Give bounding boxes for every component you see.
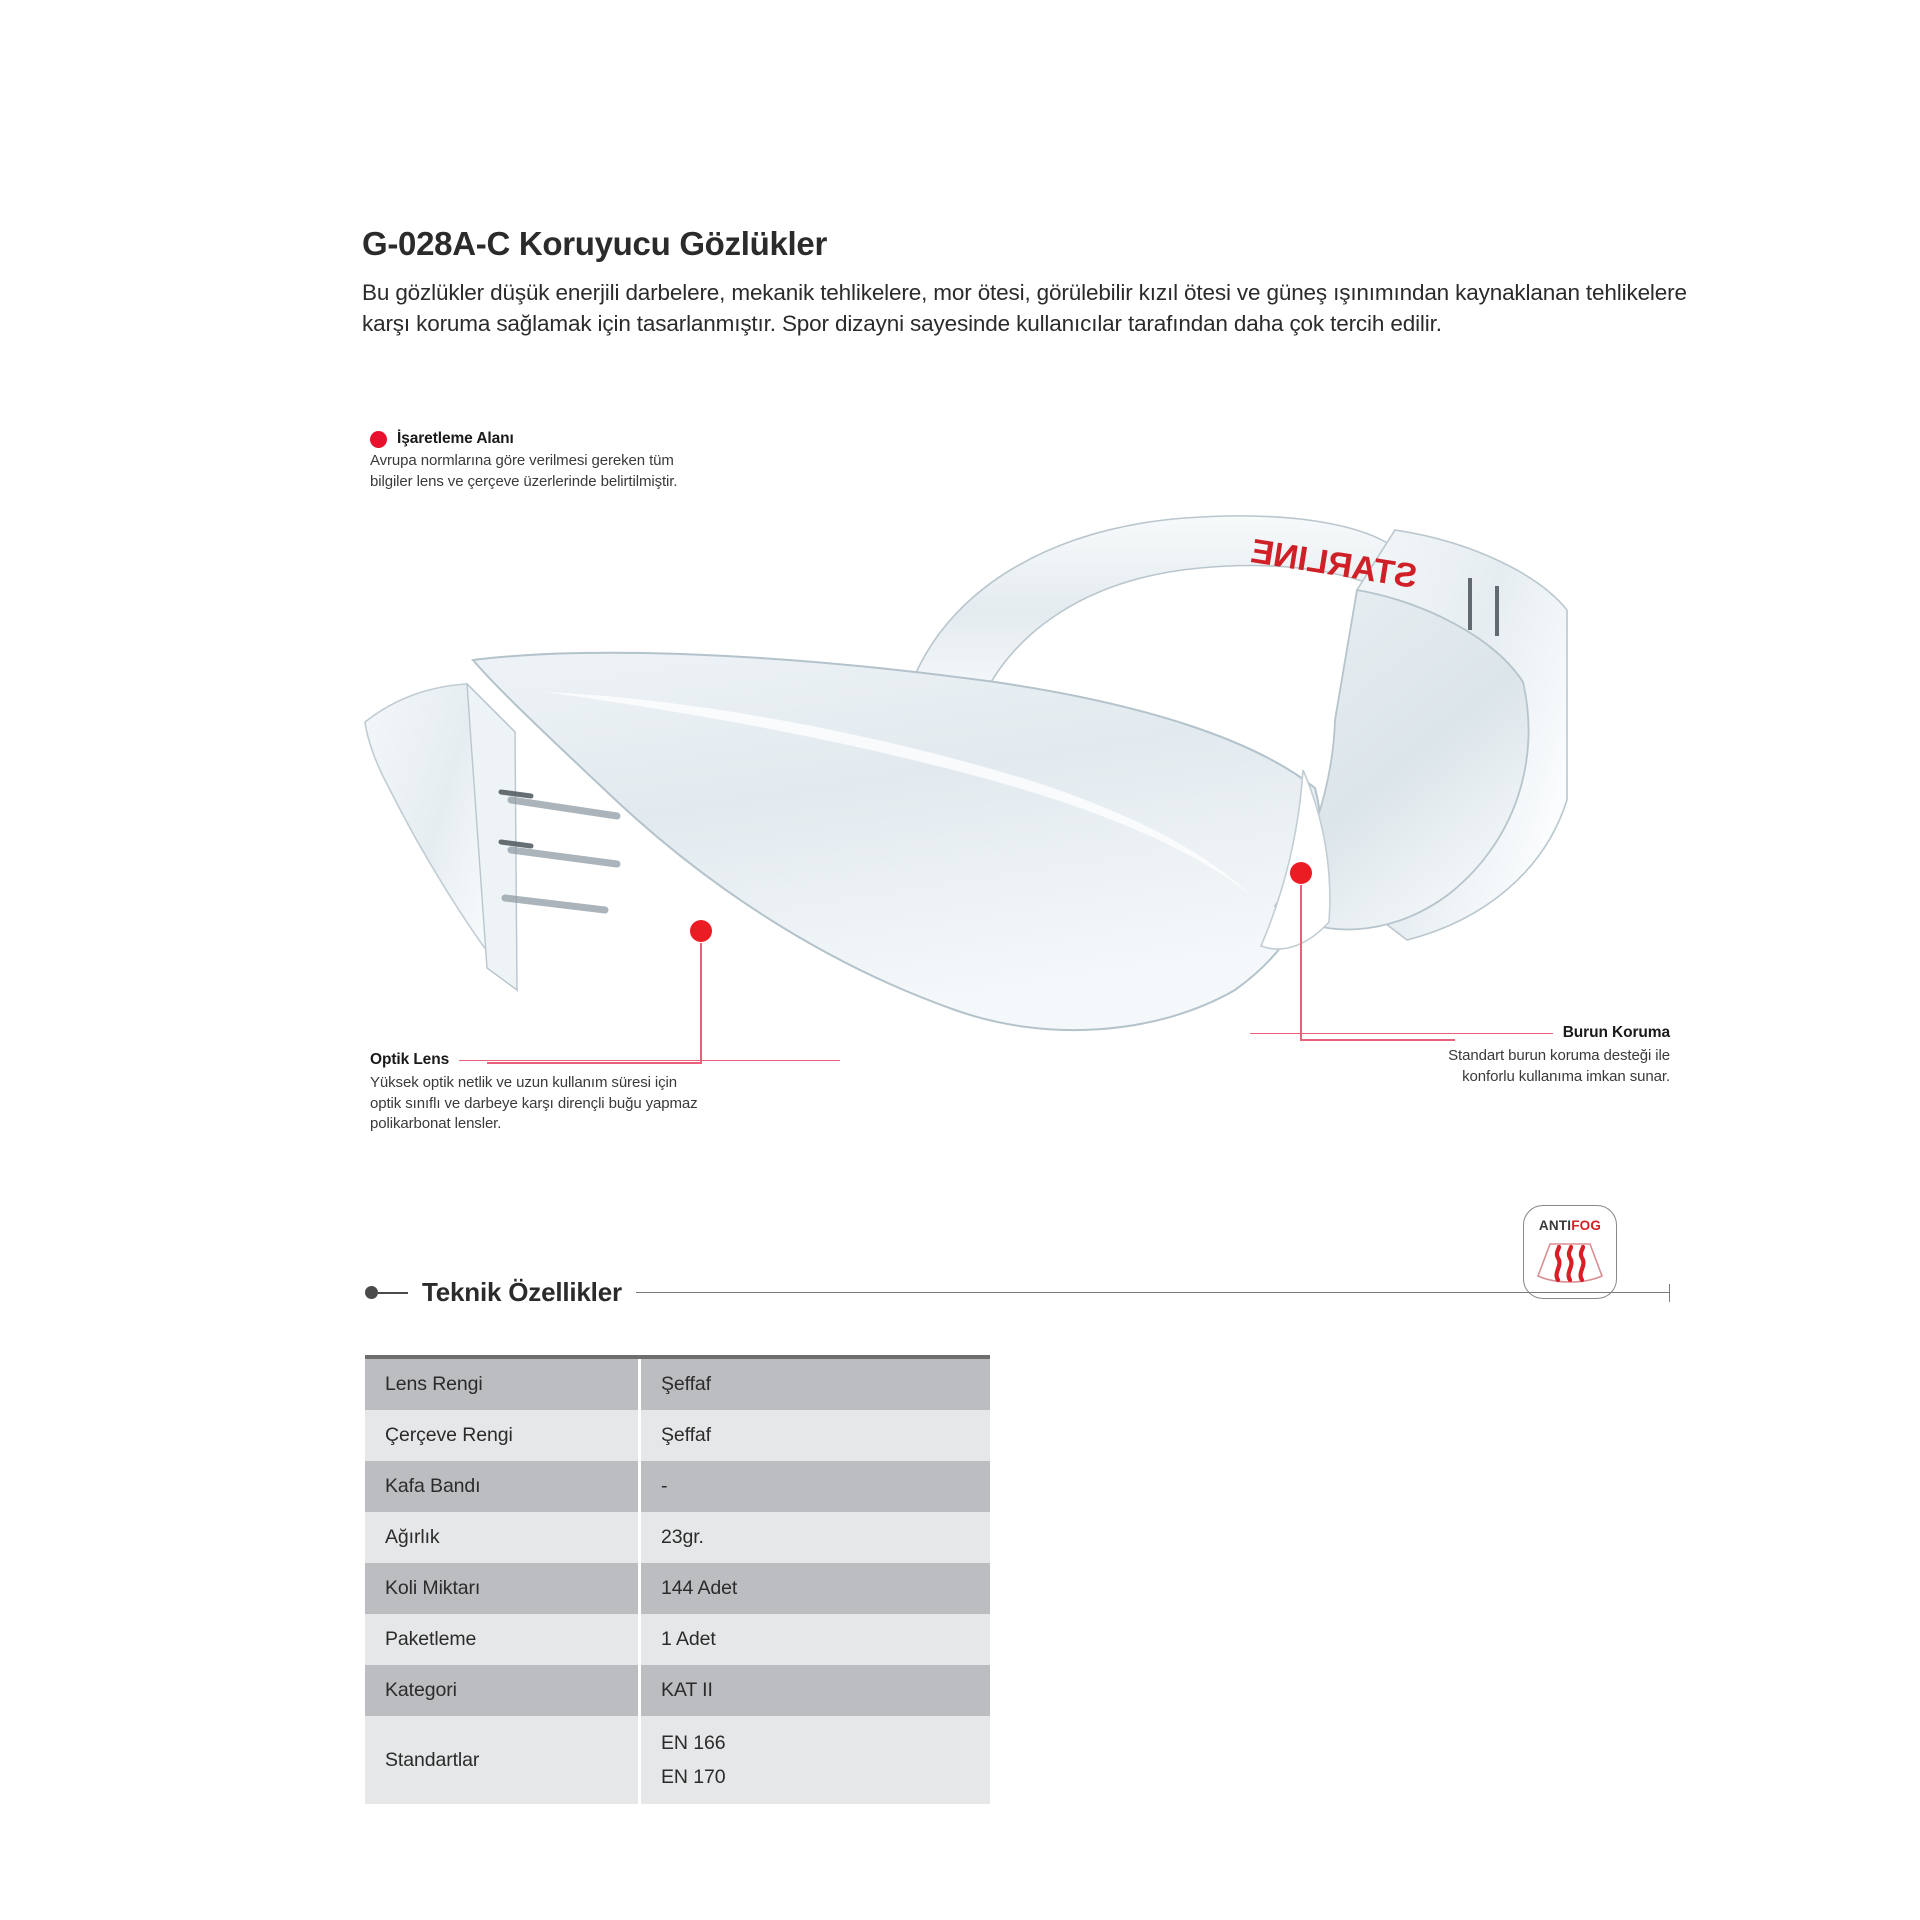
- callout-nose-protection: [1250, 1024, 1670, 1087]
- spec-value: Şeffaf: [640, 1357, 991, 1410]
- section-rule-right: [636, 1292, 1670, 1293]
- antifog-anti-text: ANTI: [1538, 1218, 1572, 1233]
- spec-key: Kafa Bandı: [365, 1461, 640, 1512]
- table-row-standards: [365, 1716, 990, 1804]
- table-row: [365, 1665, 990, 1716]
- table-row: [365, 1512, 990, 1563]
- spec-value: 23gr.: [640, 1512, 991, 1563]
- standard-en166: EN 166: [661, 1732, 726, 1754]
- temple-brand-text: STARLINE: [1248, 532, 1420, 596]
- spec-value: Şeffaf: [640, 1410, 991, 1461]
- callout-marking-body: [370, 451, 800, 492]
- section-rule-left: [378, 1292, 408, 1294]
- red-dot-icon: [370, 431, 387, 448]
- callout-nose-protection-rule: [1250, 1033, 1553, 1034]
- spec-value: KAT II: [640, 1665, 991, 1716]
- hotspot-nose-protection: [1290, 862, 1312, 884]
- callout-marking-area: [370, 430, 800, 492]
- antifog-fog-text: FOG: [1571, 1218, 1602, 1233]
- spec-key: Çerçeve Rengi: [365, 1410, 640, 1461]
- spec-value-standards: [640, 1716, 991, 1804]
- callout-optic-lens-line-2: optik sınıflı ve darbeye karşı dirençli buğu yapmaz: [370, 1094, 698, 1112]
- table-row: [365, 1614, 990, 1665]
- callout-optic-lens: [370, 1051, 840, 1135]
- spec-key: Paketleme: [365, 1614, 640, 1665]
- callout-optic-lens-body: [370, 1073, 840, 1135]
- callout-optic-lens-line-1: Yüksek optik netlik ve uzun kullanım süresi için: [370, 1074, 678, 1091]
- section-title-tech-specs: Teknik Özellikler: [422, 1277, 622, 1307]
- callout-optic-lens-line-3: polikarbonat lensler.: [370, 1115, 502, 1132]
- callout-marking-line-2: bilgiler lens ve çerçeve üzerlerinde belirtilmiştir.: [370, 472, 678, 490]
- table-row: [365, 1410, 990, 1461]
- standard-en170: EN 170: [661, 1766, 726, 1788]
- callout-marking-title: İşaretleme Alanı: [397, 430, 514, 447]
- product-description: Bu gözlükler düşük enerjili darbelere, mekanik tehlikelere, mor ötesi, görülebilir kızıl ötesi ve güneş ışınımından kaynaklanan tehlikelere karşı koruma sağlamak için tasarlanmıştır. Spor dizayni sayesinde kullanıcılar tarafından daha çok tercih edilir.: [362, 280, 1687, 336]
- callout-optic-lens-rule: [459, 1060, 840, 1061]
- spec-value: -: [640, 1461, 991, 1512]
- callout-nose-protection-title: Burun Koruma: [1562, 1024, 1670, 1041]
- table-row: [365, 1357, 990, 1410]
- callout-marking-line-1: Avrupa normlarına göre verilmesi gereken tüm: [370, 452, 674, 469]
- spec-value: 144 Adet: [640, 1563, 991, 1614]
- tech-specs-table-body: [365, 1357, 990, 1804]
- hotspot-optic-lens: [690, 920, 712, 942]
- page-title: G-028A-C Koruyucu Gözlükler: [362, 225, 827, 262]
- spec-key: Koli Miktarı: [365, 1563, 640, 1614]
- table-row: [365, 1563, 990, 1614]
- section-header-tech-specs: [365, 1277, 1670, 1308]
- tech-specs-table: [365, 1355, 990, 1804]
- product-photo-safety-glasses: [355, 470, 1585, 1070]
- spec-value: 1 Adet: [640, 1614, 991, 1665]
- table-row: [365, 1461, 990, 1512]
- antifog-badge-label: [1524, 1218, 1616, 1233]
- callout-optic-lens-title: Optik Lens: [370, 1051, 450, 1068]
- callout-nose-protection-line-2: konforlu kullanıma imkan sunar.: [1462, 1067, 1670, 1085]
- spec-key: Ağırlık: [365, 1512, 640, 1563]
- spec-key: Standartlar: [365, 1716, 640, 1804]
- spec-key: Lens Rengi: [365, 1357, 640, 1410]
- callout-nose-protection-body: [1250, 1046, 1670, 1087]
- spec-key: Kategori: [365, 1665, 640, 1716]
- callout-nose-protection-line-1: Standart burun koruma desteği ile: [1448, 1047, 1670, 1064]
- section-dot-icon: [365, 1286, 378, 1299]
